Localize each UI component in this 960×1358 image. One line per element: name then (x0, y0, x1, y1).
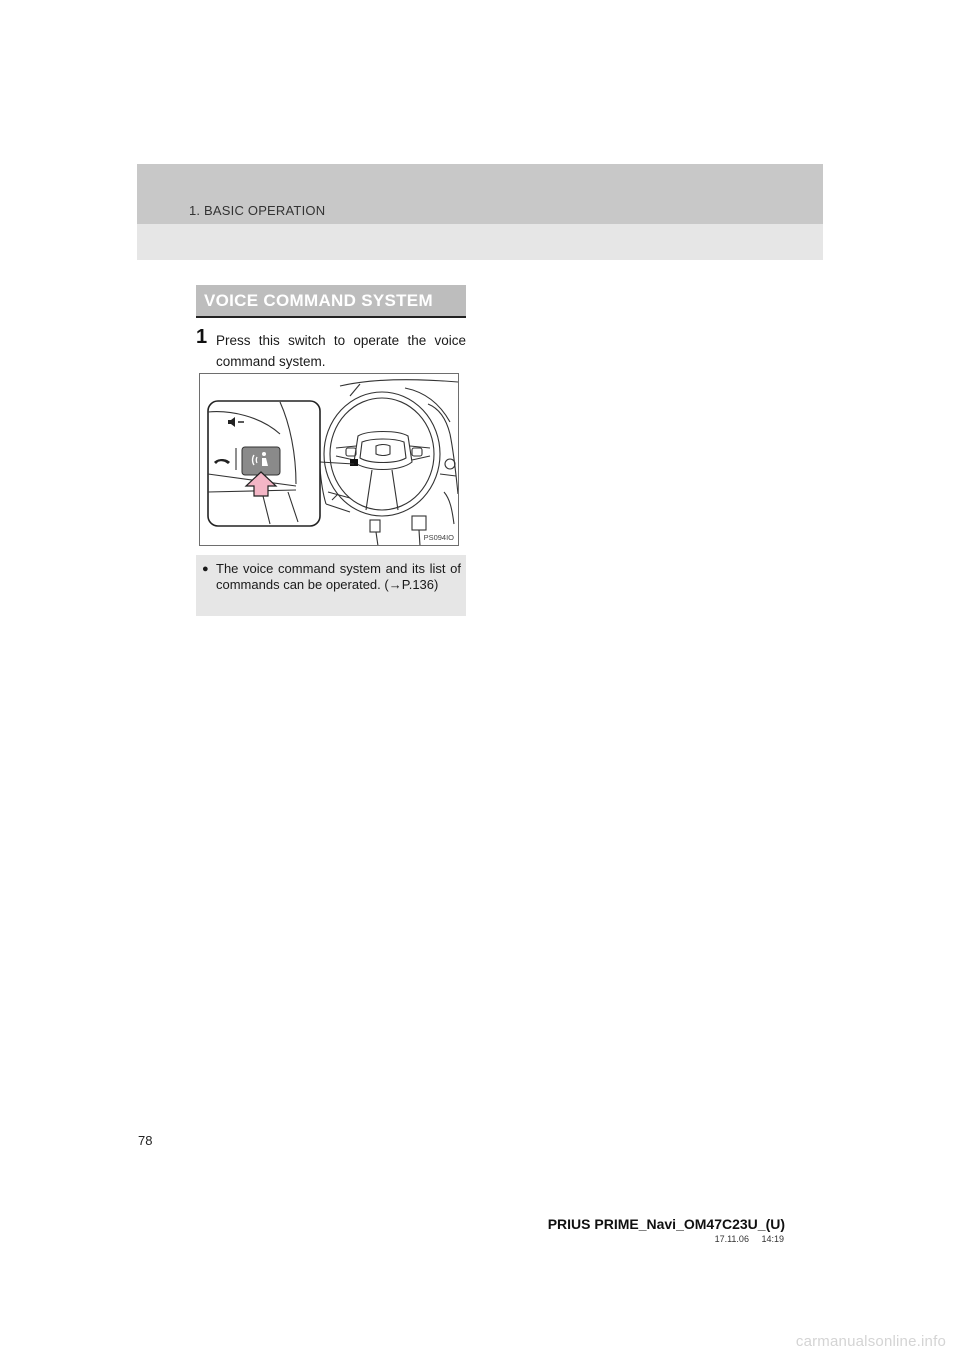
illustration-drawing (200, 374, 459, 546)
page-number: 78 (138, 1133, 153, 1148)
document-id: PRIUS PRIME_Navi_OM47C23U_(U) (547, 1216, 785, 1232)
section-heading-text: VOICE COMMAND SYSTEM (204, 291, 433, 310)
document-timestamp (715, 1234, 784, 1244)
watermark: carmanualsonline.info (795, 1333, 946, 1350)
step-text: Press this switch to operate the voice command system. (216, 333, 466, 369)
document-time: 14:19 (761, 1234, 784, 1244)
bullet-icon: ● (202, 563, 209, 575)
figure-code: PS094IO (423, 533, 454, 542)
breadcrumb: 1. BASIC OPERATION (189, 203, 326, 218)
header-bar (137, 164, 823, 224)
note-box (196, 555, 466, 616)
steering-wheel-illustration (199, 373, 459, 546)
note-text: The voice command system and its list of commands can be operated. (→P.136) (216, 561, 461, 592)
step-number: 1 (196, 326, 208, 348)
voice-switch-marker (350, 459, 358, 466)
voice-command-switch (242, 447, 280, 475)
section-heading (196, 285, 466, 318)
document-date: 17.11.06 (714, 1234, 749, 1244)
header-band (137, 164, 823, 260)
